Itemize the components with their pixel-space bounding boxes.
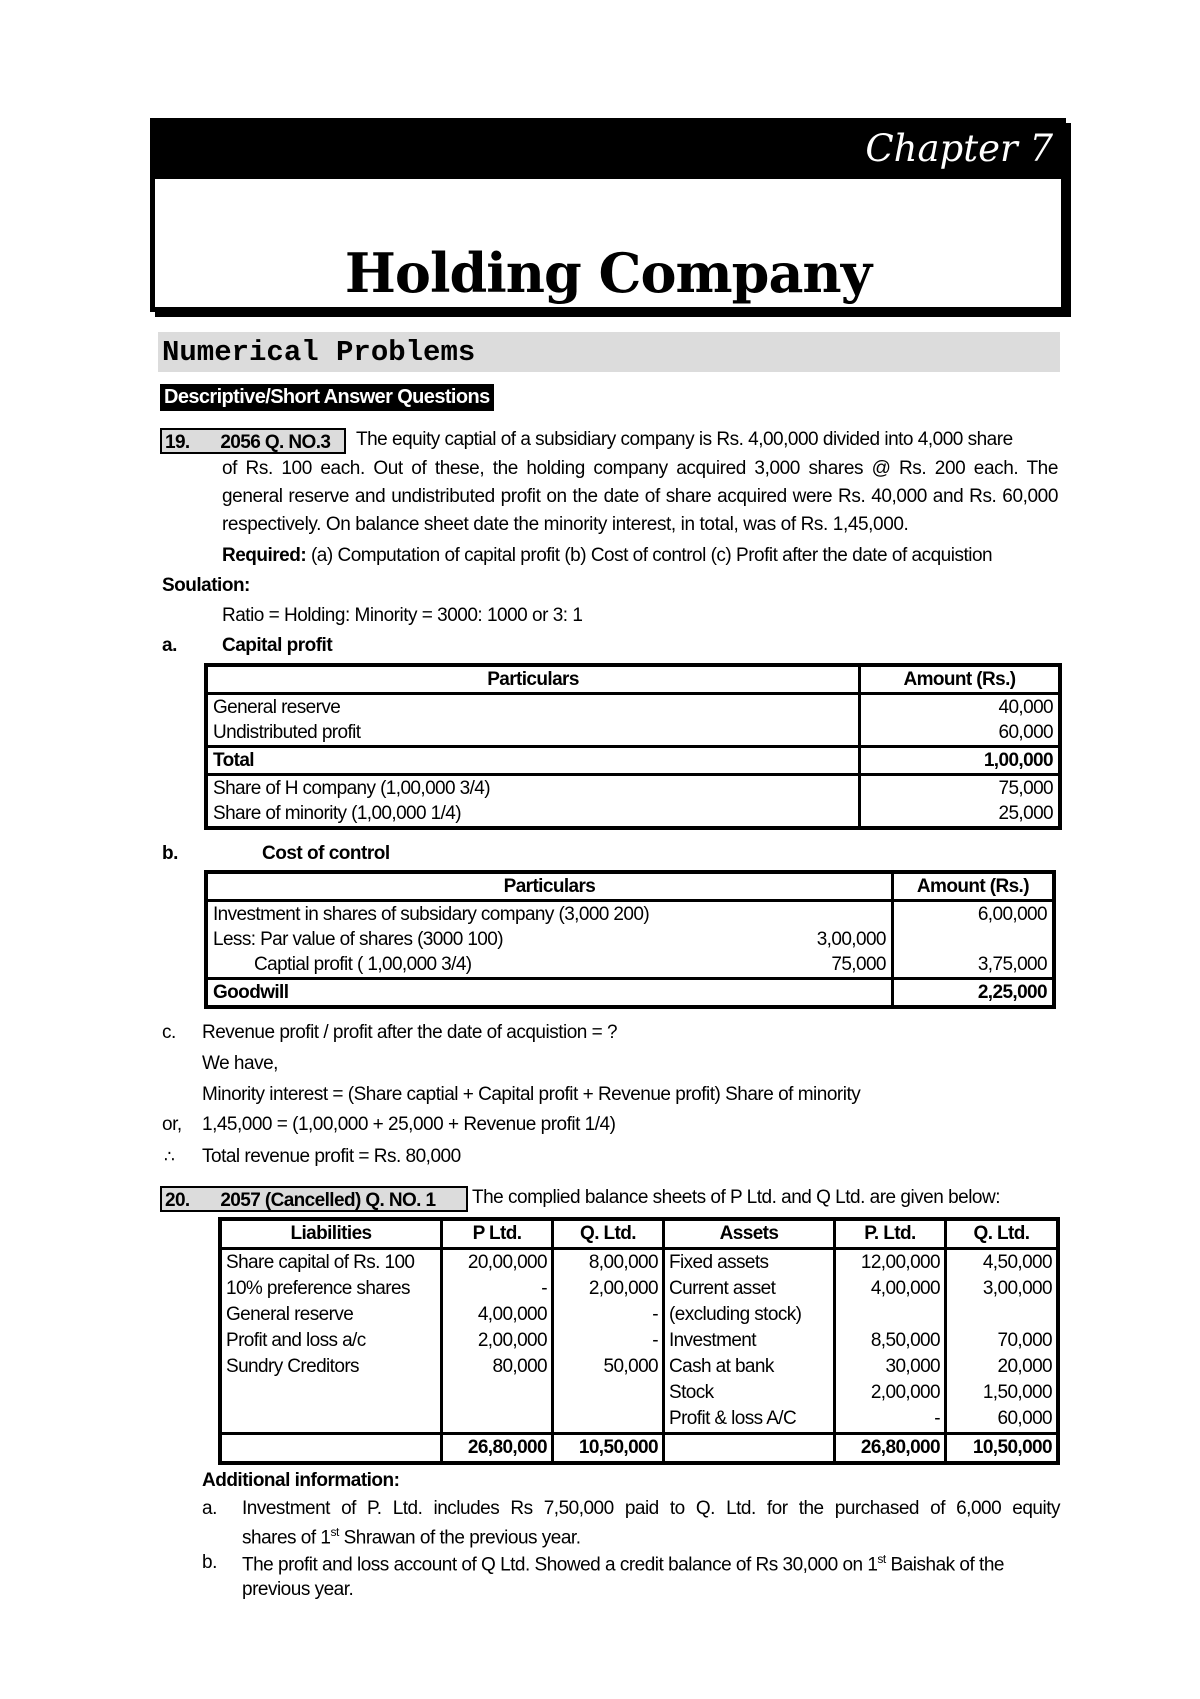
table-cell: Fixed assets: [664, 1249, 835, 1277]
table-cell: 2,00,000: [442, 1328, 553, 1354]
table-cell: Profit & loss A/C: [664, 1406, 835, 1434]
column-header: Amount (Rs.): [892, 872, 1054, 901]
q20-number: 20.: [165, 1190, 190, 1211]
table-cell: Profit and loss a/c: [220, 1328, 442, 1354]
column-header: Particulars: [206, 665, 860, 694]
total-cell: 10,50,000: [553, 1434, 664, 1464]
info-a-label: a.: [202, 1498, 217, 1519]
particulars-cell: Investment in shares of subsidary company (3,000 200): [206, 901, 718, 928]
table-row: [220, 1276, 1058, 1302]
therefore-symbol: ∴: [164, 1147, 175, 1167]
cost-of-control-table: [204, 870, 1056, 1009]
required-text: (a) Computation of capital profit (b) Cost of control (c) Profit after the date of acquistion: [310, 545, 993, 566]
q19-reference-box: [160, 428, 346, 454]
section-title: Numerical Problems: [162, 336, 476, 369]
part-a-title: Capital profit: [222, 635, 333, 656]
table-cell: [835, 1302, 946, 1328]
table-cell: 70,000: [946, 1328, 1059, 1354]
sub-amount-cell: 75,000: [718, 952, 892, 979]
table-cell: Stock: [664, 1380, 835, 1406]
table-cell: 8,00,000: [553, 1249, 664, 1277]
total-cell: [220, 1434, 442, 1464]
table-cell: 1,50,000: [946, 1380, 1059, 1406]
table-cell: 4,50,000: [946, 1249, 1059, 1277]
table-cell: General reserve: [220, 1302, 442, 1328]
goodwill-row: [206, 979, 1054, 1008]
table-row: [220, 1380, 1058, 1406]
amount-cell: [892, 927, 1054, 952]
part-b-label: b.: [162, 843, 178, 864]
table-cell: [553, 1380, 664, 1406]
page-title: Holding Company: [344, 241, 872, 305]
info-b-line-1: [242, 1552, 1004, 1576]
table-row: [220, 1406, 1058, 1434]
table-cell: [442, 1380, 553, 1406]
q19-reference: 2056 Q. NO.3: [220, 432, 331, 453]
q20-reference-box: [160, 1186, 468, 1212]
table-cell: [442, 1406, 553, 1434]
info-a-line-1: Investment of P. Ltd. includes Rs 7,50,000 paid to Q. Ltd. for the purchased of 6,000 equity: [242, 1498, 1060, 1519]
required-label: Required:: [222, 545, 307, 566]
column-header: Assets: [664, 1219, 835, 1249]
table-header-row: [206, 665, 1060, 694]
particulars-cell: Captial profit ( 1,00,000 3/4): [206, 952, 718, 979]
particulars-cell: Share of minority (1,00,000 1/4): [206, 801, 860, 828]
table-row: [206, 952, 1054, 979]
q19-text-body: of Rs. 100 each. Out of these, the holding company acquired 3,000 shares @ Rs. 200 each. The general reserve and undistributed profit on the date of share acquired were Rs. 40,000 and Rs. 60,000 respectively. On balance sheet date the minority interest, in total, was of Rs. 1,45,000.: [222, 458, 1058, 535]
info-b-line-1-pre: The profit and loss account of Q Ltd. Showed a credit balance of Rs 30,000 on 1: [242, 1554, 878, 1576]
table-row: [206, 720, 1060, 747]
table-row: [220, 1249, 1058, 1277]
table-row: [220, 1302, 1058, 1328]
info-a-line-2-post: Shrawan of the previous year.: [338, 1527, 581, 1549]
table-cell: 10% preference shares: [220, 1276, 442, 1302]
table-cell: [946, 1302, 1059, 1328]
totals-row: [220, 1434, 1058, 1464]
or-label: or,: [162, 1114, 182, 1135]
table-cell: Investment: [664, 1328, 835, 1354]
sub-amount-cell: [718, 901, 892, 928]
column-header: Particulars: [206, 872, 892, 901]
table-cell: (excluding stock): [664, 1302, 835, 1328]
table-cell: Cash at bank: [664, 1354, 835, 1380]
goodwill-label: Goodwill: [206, 979, 892, 1008]
amount-cell: 75,000: [860, 775, 1061, 802]
q19-number: 19.: [165, 432, 190, 453]
info-a-line-2: [242, 1525, 581, 1549]
part-c-line-1: Revenue profit / profit after the date of acquistion = ?: [202, 1022, 618, 1043]
amount-cell: 40,000: [860, 694, 1061, 721]
total-cell: 10,50,000: [946, 1434, 1059, 1464]
particulars-cell: Undistributed profit: [206, 720, 860, 747]
part-c-line-2: We have,: [202, 1053, 278, 1074]
column-header: Amount (Rs.): [860, 665, 1061, 694]
table-cell: 4,00,000: [442, 1302, 553, 1328]
table-cell: [220, 1406, 442, 1434]
q20-text: The complied balance sheets of P Ltd. and Q Ltd. are given below:: [472, 1187, 1000, 1208]
table-row: [206, 927, 1054, 952]
part-c-label: c.: [162, 1022, 176, 1043]
total-cell: 26,80,000: [442, 1434, 553, 1464]
additional-info-label: Additional information:: [202, 1470, 400, 1491]
table-cell: 60,000: [946, 1406, 1059, 1434]
chapter-banner: [150, 118, 1066, 312]
q20-reference: 2057 (Cancelled) Q. NO. 1: [220, 1190, 436, 1211]
table-cell: 2,00,000: [835, 1380, 946, 1406]
column-header: Q. Ltd.: [946, 1219, 1059, 1249]
total-cell: 26,80,000: [835, 1434, 946, 1464]
table-header-row: [206, 872, 1054, 901]
particulars-cell: Less: Par value of shares (3000 100): [206, 927, 718, 952]
table-cell: 20,000: [946, 1354, 1059, 1380]
table-cell: 4,00,000: [835, 1276, 946, 1302]
table-cell: 80,000: [442, 1354, 553, 1380]
balance-sheet-table: [218, 1217, 1060, 1465]
total-label: Total: [206, 747, 860, 775]
part-c-line-5: Total revenue profit = Rs. 80,000: [202, 1146, 461, 1167]
info-b-superscript: st: [877, 1552, 886, 1566]
column-header: Q. Ltd.: [553, 1219, 664, 1249]
table-cell: -: [553, 1302, 664, 1328]
total-row: [206, 747, 1060, 775]
amount-cell: 3,75,000: [892, 952, 1054, 979]
total-cell: [664, 1434, 835, 1464]
table-header-row: [220, 1219, 1058, 1249]
table-row: [206, 775, 1060, 802]
info-a-line-2-pre: shares of 1: [242, 1527, 331, 1549]
table-cell: Sundry Creditors: [220, 1354, 442, 1380]
amount-cell: 60,000: [860, 720, 1061, 747]
chapter-label: Chapter 7: [865, 127, 1053, 170]
part-c-line-3: Minority interest = (Share captial + Capital profit + Revenue profit) Share of minority: [202, 1084, 861, 1105]
info-b-label: b.: [202, 1552, 217, 1573]
balance-sheet-body: [220, 1249, 1058, 1434]
table-cell: 50,000: [553, 1354, 664, 1380]
particulars-cell: General reserve: [206, 694, 860, 721]
table-cell: Current asset: [664, 1276, 835, 1302]
particulars-cell: Share of H company (1,00,000 3/4): [206, 775, 860, 802]
table-cell: Share capital of Rs. 100: [220, 1249, 442, 1277]
table-cell: 20,00,000: [442, 1249, 553, 1277]
part-c-line-4: 1,45,000 = (1,00,000 + 25,000 + Revenue profit 1/4): [202, 1114, 616, 1135]
amount-cell: 6,00,000: [892, 901, 1054, 928]
table-cell: 30,000: [835, 1354, 946, 1380]
amount-cell: 25,000: [860, 801, 1061, 828]
info-b-line-1-post: Baishak of the: [885, 1554, 1004, 1576]
goodwill-amount: 2,25,000: [892, 979, 1054, 1008]
section-bar: [158, 332, 1060, 372]
subsection-title: Descriptive/Short Answer Questions: [160, 384, 494, 411]
column-header: P Ltd.: [442, 1219, 553, 1249]
info-b-line-2: previous year.: [242, 1579, 354, 1600]
table-cell: 3,00,000: [946, 1276, 1059, 1302]
part-a-label: a.: [162, 635, 177, 656]
q19-text-first-line: The equity captial of a subsidiary company is Rs. 4,00,000 divided into 4,000 share: [356, 429, 1013, 450]
sub-amount-cell: 3,00,000: [718, 927, 892, 952]
total-amount: 1,00,000: [860, 747, 1061, 775]
info-a-superscript: st: [330, 1525, 339, 1539]
table-row: [206, 901, 1054, 928]
table-cell: -: [835, 1406, 946, 1434]
table-row: [206, 801, 1060, 828]
table-row: [220, 1354, 1058, 1380]
part-b-title: Cost of control: [262, 843, 390, 864]
column-header: P. Ltd.: [835, 1219, 946, 1249]
solution-label: Soulation:: [162, 575, 250, 596]
table-cell: 8,50,000: [835, 1328, 946, 1354]
q19-required: [222, 545, 992, 567]
capital-profit-table: [204, 663, 1062, 830]
table-row: [220, 1328, 1058, 1354]
banner-top-strip: [155, 123, 1061, 179]
column-header: Liabilities: [220, 1219, 442, 1249]
table-cell: [220, 1380, 442, 1406]
table-cell: -: [442, 1276, 553, 1302]
table-cell: -: [553, 1328, 664, 1354]
table-cell: 2,00,000: [553, 1276, 664, 1302]
table-row: [206, 694, 1060, 721]
table-cell: 12,00,000: [835, 1249, 946, 1277]
ratio-line: Ratio = Holding: Minority = 3000: 1000 or 3: 1: [222, 605, 583, 626]
table-cell: [553, 1406, 664, 1434]
